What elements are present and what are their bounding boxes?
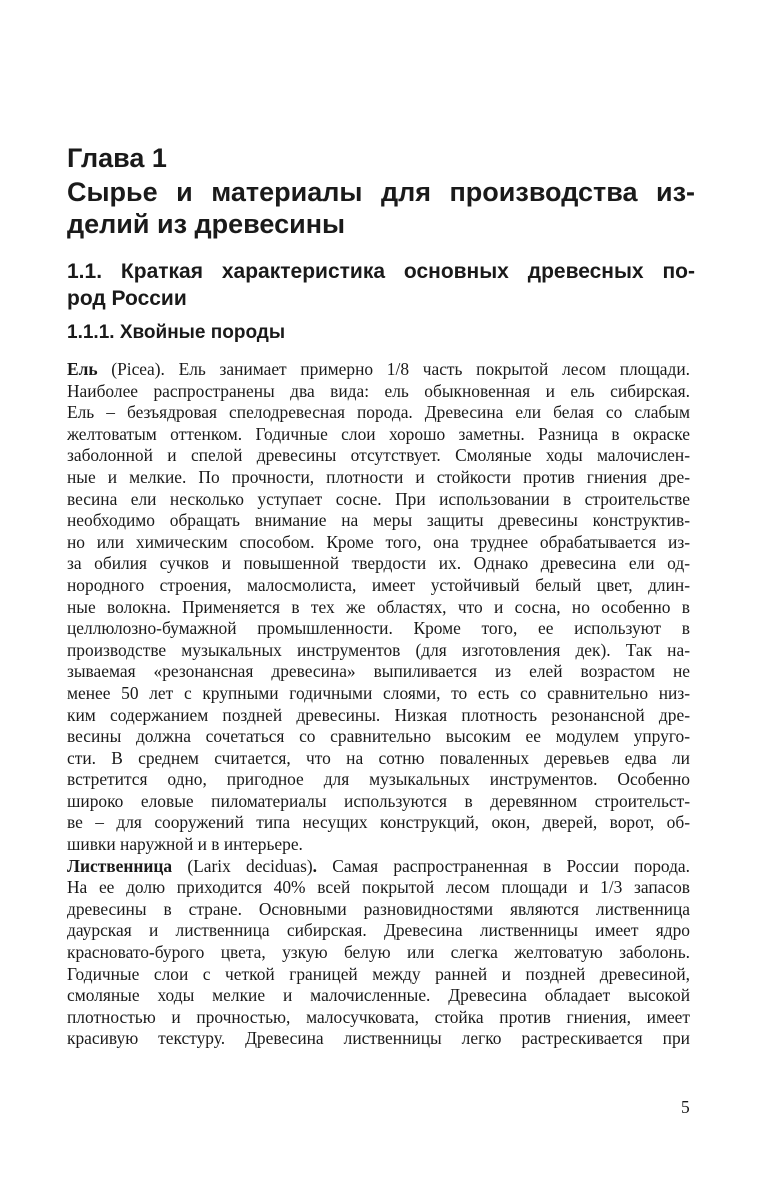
chapter-title [67, 176, 695, 240]
lead-dot: . [312, 855, 317, 876]
lead-latin: (Larix deciduas) [172, 855, 313, 876]
lead-text: (Picea). Ель занимает примерно 1/8 часть покрытой лесом площади. [97, 359, 690, 379]
text-line: На ее долю приходится 40% всей покрытой лесом площади и 1/3 запасов [67, 877, 690, 898]
section-title-line: 1.1. Краткая характеристика основных древесных по- [67, 260, 695, 283]
chapter-number: Глава 1 [67, 143, 167, 173]
text-line: смоляные ходы мелкие и малочисленные. Древесина обладает высокой [67, 985, 690, 1006]
paragraph-lines [67, 381, 690, 856]
text-line: менее 50 лет с крупными годичными слоями, то есть со сравнительно низ- [67, 682, 690, 703]
text-line: ные волокна. Применяется в тех же областях, что и сосна, но особенно в [67, 596, 690, 617]
text-line: необходимо обращать внимание на меры защиты древесины конструктив- [67, 510, 690, 531]
chapter-title-line: Сырье и материалы для производства из- [67, 177, 695, 207]
text-line: ве – для сооружений типа несущих конструкций, окон, дверей, ворот, об- [67, 812, 690, 833]
body-text [67, 359, 690, 1050]
text-line: красивую текстуру. Древесина лиственницы легко растрескивается при [67, 1028, 690, 1049]
text-line: широко еловые пиломатериалы используются в деревянном строительст- [67, 790, 690, 811]
text-line: целлюлозно-бумажной промышленности. Кроме того, ее используют в [67, 618, 690, 639]
text-line: весины должна сочетаться со сравнительно высоким ее модулем упруго- [67, 726, 690, 747]
section-title [67, 258, 695, 312]
text-line: красновато-бурого цвета, узкую белую или слегка желтоватую заболонь. [67, 942, 690, 963]
text-line: Годичные слои с четкой границей между ранней и поздней древесиной, [67, 963, 690, 984]
text-line: ные и мелкие. По прочности, плотности и стойкости против гниения дре- [67, 466, 690, 487]
text-line: заболонной и спелой древесины отсутствует. Смоляные ходы малочислен- [67, 445, 690, 466]
text-line: Ель – безъядровая спелодревесная порода. Древесина ели белая со слабым [67, 402, 690, 423]
lead-text: Самая распространенная в России порода. [317, 855, 690, 876]
text-line: желтоватым оттенком. Годичные слои хорошо заметны. Разница в окраске [67, 423, 690, 444]
text-line: но или химическим способом. Кроме того, она труднее обрабатывается из- [67, 531, 690, 552]
section-title-line: род России [67, 287, 187, 310]
term-spruce: Ель [67, 359, 98, 379]
text-line: плотностью и прочностью, малосучковата, стойка против гниения, имеет [67, 1006, 690, 1027]
text-line: за обилия сучков и повышенной твердости их. Однако древесина ели од- [67, 553, 690, 574]
page-number: 5 [681, 1097, 690, 1117]
text-line: Наиболее распространены два вида: ель обыкновенная и ель сибирская. [67, 380, 690, 401]
term-larch: Лиственница [67, 855, 173, 876]
text-line: зываемая «резонансная древесина» выпиливается из елей возрастом не [67, 661, 690, 682]
subsection-title: 1.1.1. Хвойные породы [67, 322, 286, 343]
paragraph-larch [67, 856, 690, 1050]
text-line: нородного строения, малосмолиста, имеет устойчивый белый цвет, длин- [67, 574, 690, 595]
text-line: производстве музыкальных инструментов (для изготовления дек). Так на- [67, 639, 690, 660]
text-line: даурская и лиственница сибирская. Древесина лиственницы имеет ядро [67, 920, 690, 941]
text-line: сти. В среднем считается, что на сотню поваленных деревьев едва ли [67, 747, 690, 768]
paragraph-spruce [67, 359, 690, 856]
text-line: древесины в стране. Основными разновидностями являются лиственница [67, 898, 690, 919]
paragraph-first-line [67, 856, 690, 878]
paragraph-lines [67, 877, 690, 1050]
paragraph-first-line [67, 359, 690, 381]
text-line: ким содержанием поздней древесины. Низкая плотность резонансной дре- [67, 704, 690, 725]
text-line: встретится одно, пригодное для музыкальных инструментов. Особенно [67, 769, 690, 790]
text-line: шивки наружной и в интерьере. [67, 834, 303, 855]
text-line: весина ели несколько уступает сосне. При использовании в строительстве [67, 488, 690, 509]
chapter-title-line: делий из древесины [67, 209, 346, 239]
